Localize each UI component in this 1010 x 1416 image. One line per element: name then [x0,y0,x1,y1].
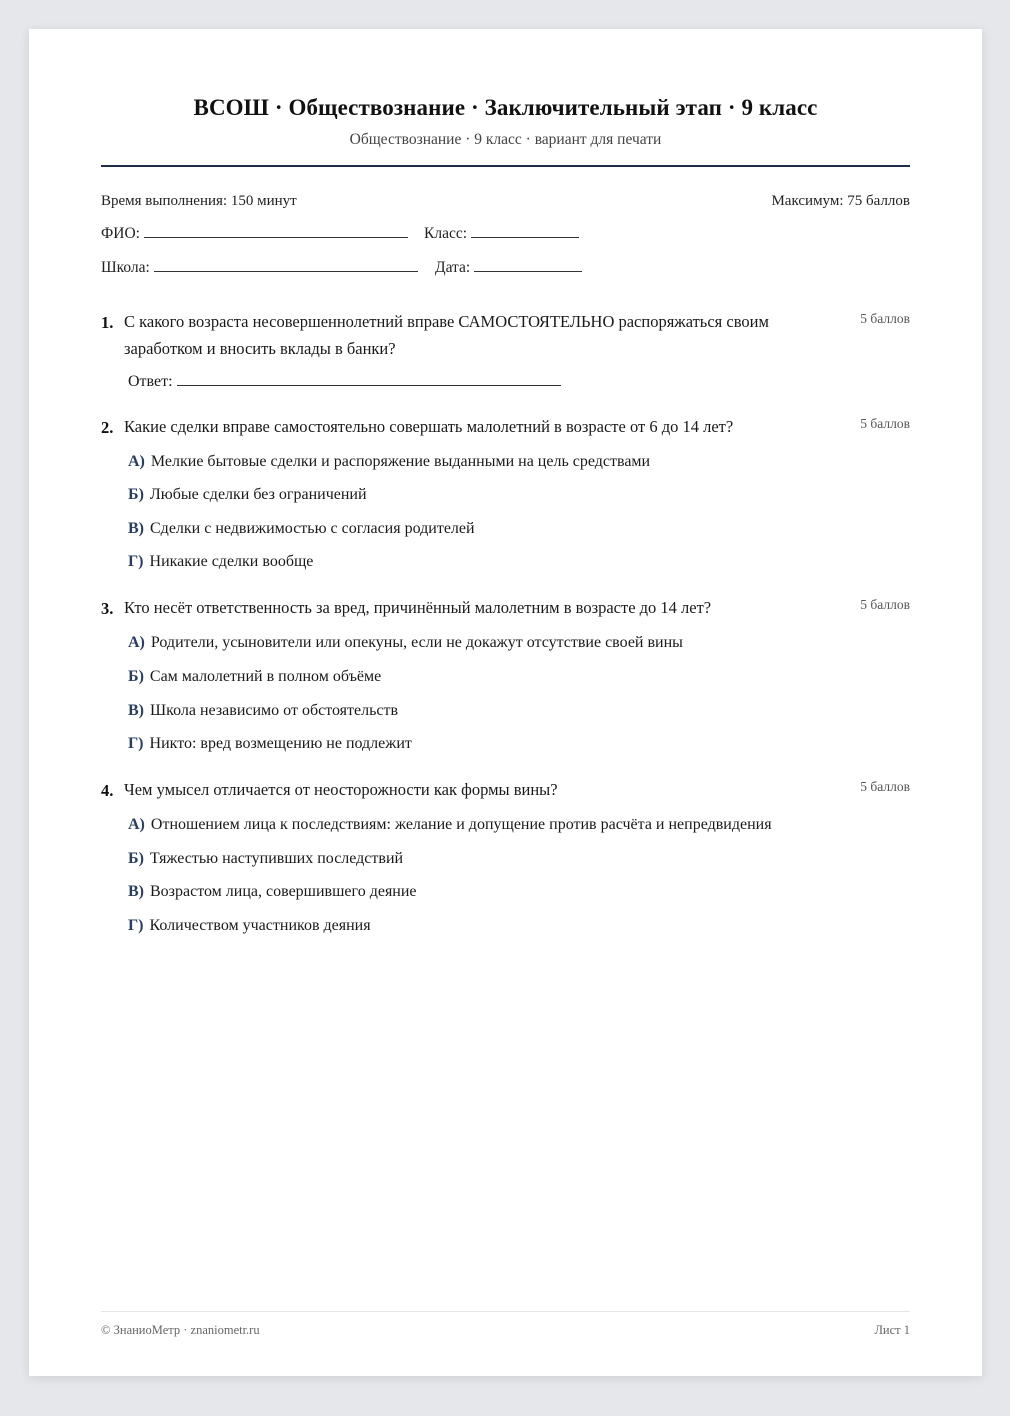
option-text: Любые сделки без ограничений [149,486,367,503]
page-sheet [29,29,982,1376]
option-d[interactable] [128,917,371,935]
meta-row [101,193,910,210]
option-text: Мелкие бытовые сделки и распоряжение выданными на цель средствами [150,453,651,470]
option-letter: В) [128,520,144,537]
option-letter: В) [128,883,144,900]
class-field[interactable] [424,225,579,243]
header-divider [101,165,910,167]
option-c[interactable] [128,520,475,538]
school-line[interactable] [154,270,418,272]
option-letter: А) [128,634,145,651]
option-b[interactable] [128,850,403,868]
question-number: 3. [101,599,114,618]
question-number: 2. [101,418,114,437]
footer-page-number: Лист 1 [874,1323,910,1337]
fio-line[interactable] [144,236,408,238]
fio-label: ФИО: [101,225,140,242]
page-subtitle: Обществознание · 9 класс · вариант для печати [349,131,662,148]
option-text: Сам малолетний в полном объёме [149,668,382,685]
option-text: Никакие сделки вообще [149,553,314,570]
school-field[interactable] [101,259,418,277]
question-number: 4. [101,781,114,800]
option-b[interactable] [128,668,381,686]
option-letter: Г) [128,735,144,752]
fio-field[interactable] [101,225,408,243]
answer-label: Ответ: [128,373,173,390]
option-text: Никто: вред возмещению не подлежит [149,735,412,752]
class-line[interactable] [471,236,579,238]
question-text: Кто несёт ответственность за вред, причинённый малолетним в возрасте до 14 лет? [124,598,712,617]
question-points: 5 баллов [860,779,910,794]
option-letter: Б) [128,668,144,685]
page-footer [101,1323,910,1338]
time-limit: Время выполнения: 150 минут [101,193,297,209]
school-label: Школа: [101,259,150,276]
option-letter: В) [128,702,144,719]
option-letter: А) [128,453,145,470]
answer-line[interactable] [177,384,561,386]
option-text: Возрастом лица, совершившего деяние [150,883,417,900]
option-letter: Б) [128,850,144,867]
question-points: 5 баллов [860,311,910,326]
option-text: Отношением лица к последствиям: желание и допущение против расчёта и непредвидения [150,816,772,833]
option-letter: Г) [128,553,144,570]
option-d[interactable] [128,553,313,571]
option-text: Тяжестью наступивших последствий [149,850,404,867]
answer-field-1[interactable] [128,373,561,391]
option-text: Количеством участников деяния [149,917,371,934]
option-b[interactable] [128,486,367,504]
footer-copyright: © ЗнаниоМетр · znaniometr.ru [101,1323,260,1337]
question-points: 5 баллов [860,416,910,431]
option-text: Родители, усыновители или опекуны, если не докажут отсутствие своей вины [150,634,683,651]
date-line[interactable] [474,270,582,272]
max-score: Максимум: 75 баллов [771,193,910,209]
option-text: Сделки с недвижимостью с согласия родителей [150,520,475,537]
question-text: Чем умысел отличается от неосторожности как формы вины? [124,780,558,799]
option-c[interactable] [128,883,417,901]
class-label: Класс: [424,225,468,242]
date-field[interactable] [435,259,582,277]
option-a[interactable] [128,634,683,652]
question-number: 1. [101,313,114,332]
option-letter: А) [128,816,145,833]
option-a[interactable] [128,816,772,834]
option-d[interactable] [128,735,412,753]
question-points: 5 баллов [860,597,910,612]
page-content [101,29,910,1376]
question-text: С какого возраста несовершеннолетний вправе САМОСТОЯТЕЛЬНО распоряжаться своим заработком и вносить вклады в банки? [124,312,769,358]
option-letter: Б) [128,486,144,503]
option-a[interactable] [128,453,650,471]
question-text: Какие сделки вправе самостоятельно совершать малолетний в возрасте от 6 до 14 лет? [124,417,734,436]
option-text: Школа независимо от обстоятельств [150,702,399,719]
footer-divider [101,1311,910,1312]
page-title: ВСОШ · Обществознание · Заключительный этап · 9 класс [193,95,818,120]
date-label: Дата: [435,259,471,276]
option-letter: Г) [128,917,144,934]
option-c[interactable] [128,702,398,720]
